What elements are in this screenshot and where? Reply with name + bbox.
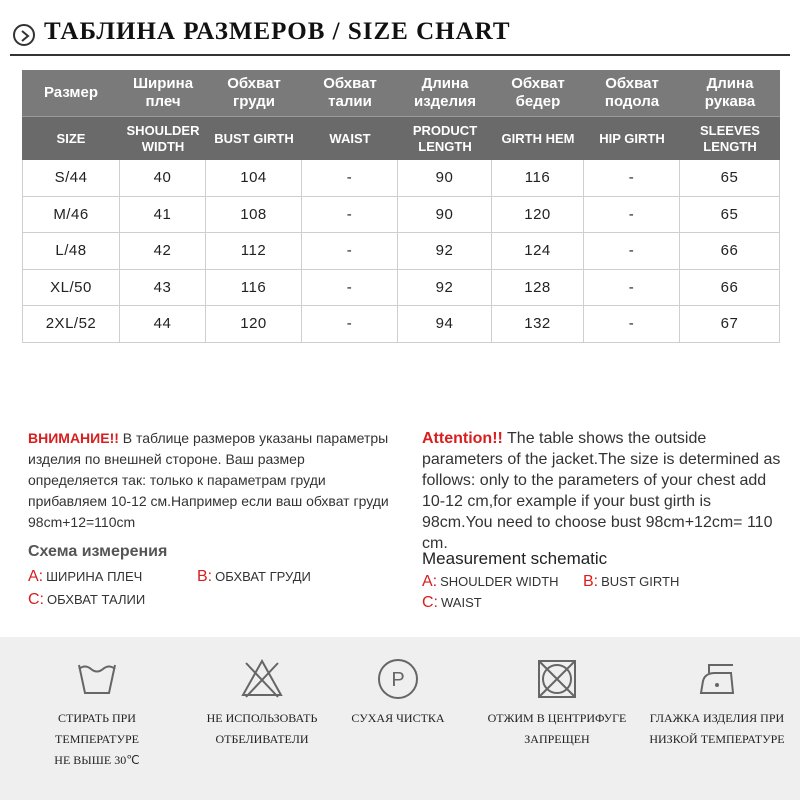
table-cell: - bbox=[302, 270, 398, 307]
table-cell: - bbox=[302, 160, 398, 197]
table-cell: 43 bbox=[120, 270, 206, 307]
table-cell: 65 bbox=[680, 160, 780, 197]
table-cell: 92 bbox=[398, 233, 492, 270]
col-header-bust-ru: Обхват груди bbox=[206, 70, 302, 116]
table-cell: S/44 bbox=[22, 160, 120, 197]
col-header-size-en: SIZE bbox=[22, 116, 120, 160]
care-label: ГЛАЖКА ИЗДЕЛИЯ ПРИ НИЗКОЙ ТЕМПЕРАТУРЕ bbox=[649, 711, 785, 746]
legend-letter: B: bbox=[197, 568, 213, 585]
legend-item-a-ru bbox=[28, 568, 142, 586]
page-title: ТАБЛИНА РАЗМЕРОВ / SIZE CHART bbox=[44, 18, 511, 45]
legend-item-b-en bbox=[583, 573, 679, 591]
legend-label: ШИРИНА ПЛЕЧ bbox=[46, 569, 143, 584]
table-cell: 112 bbox=[206, 233, 302, 270]
legend-letter: C: bbox=[28, 591, 44, 608]
legend-item-a-en bbox=[422, 573, 559, 591]
care-item-iron bbox=[637, 637, 797, 800]
legend-label: ОБХВАТ ТАЛИИ bbox=[47, 592, 146, 607]
care-label: ОТЖИМ В ЦЕНТРИФУГЕ ЗАПРЕЩЕН bbox=[487, 711, 627, 746]
col-header-shoulder-ru: Ширина плеч bbox=[120, 70, 206, 116]
svg-text:P: P bbox=[391, 669, 405, 691]
table-cell: - bbox=[302, 233, 398, 270]
table-cell: 108 bbox=[206, 197, 302, 234]
table-cell: 116 bbox=[206, 270, 302, 307]
legend-letter: B: bbox=[583, 573, 599, 590]
size-table bbox=[22, 70, 780, 343]
schema-title-en: Measurement schematic bbox=[422, 549, 608, 568]
table-cell: 120 bbox=[206, 306, 302, 343]
col-header-sleeve-ru: Длина рукава bbox=[680, 70, 780, 116]
legend-label: BUST GIRTH bbox=[601, 574, 680, 589]
schema-title-ru: Схема измерения bbox=[28, 543, 168, 560]
col-header-hem-en: GIRTH HEM bbox=[492, 116, 584, 160]
legend-item-c-ru bbox=[28, 591, 145, 609]
table-cell: 132 bbox=[492, 306, 584, 343]
table-cell: 90 bbox=[398, 160, 492, 197]
legend-letter: A: bbox=[28, 568, 44, 585]
legend-label: ОБХВАТ ГРУДИ bbox=[215, 569, 311, 584]
table-cell: 66 bbox=[680, 233, 780, 270]
header-row-en bbox=[22, 116, 780, 160]
legend-item-c-en bbox=[422, 594, 482, 612]
legend-item-b-ru bbox=[197, 568, 311, 586]
table-cell: - bbox=[584, 270, 680, 307]
care-item-dry-clean bbox=[318, 637, 478, 800]
table-row bbox=[22, 233, 780, 270]
table-cell: 124 bbox=[492, 233, 584, 270]
no-bleach-icon bbox=[240, 657, 284, 701]
table-cell: 42 bbox=[120, 233, 206, 270]
notice-ru bbox=[28, 428, 393, 533]
care-label: СУХАЯ ЧИСТКА bbox=[351, 711, 445, 725]
legend-label: WAIST bbox=[441, 595, 482, 610]
care-item-no-spin bbox=[477, 637, 637, 800]
table-cell: L/48 bbox=[22, 233, 120, 270]
table-cell: 44 bbox=[120, 306, 206, 343]
table-cell: XL/50 bbox=[22, 270, 120, 307]
care-label: СТИРАТЬ ПРИ ТЕМПЕРАТУРЕ НЕ ВЫШЕ 30℃ bbox=[54, 711, 140, 767]
no-tumble-dry-icon bbox=[535, 657, 579, 701]
care-label: НЕ ИСПОЛЬЗОВАТЬ ОТБЕЛИВАТЕЛИ bbox=[206, 711, 318, 746]
care-instructions bbox=[0, 637, 800, 800]
col-header-hip-ru: Обхват подола bbox=[584, 70, 680, 116]
col-header-length-en: PRODUCT LENGTH bbox=[398, 116, 492, 160]
col-header-bust-en: BUST GIRTH bbox=[206, 116, 302, 160]
table-cell: 92 bbox=[398, 270, 492, 307]
page-header bbox=[0, 0, 800, 62]
dry-clean-p-icon bbox=[376, 657, 420, 701]
table-row bbox=[22, 197, 780, 234]
table-cell: 2XL/52 bbox=[22, 306, 120, 343]
table-cell: 94 bbox=[398, 306, 492, 343]
table-row bbox=[22, 306, 780, 343]
col-header-size-ru: Размер bbox=[22, 70, 120, 116]
table-cell: 41 bbox=[120, 197, 206, 234]
col-header-waist-en: WAIST bbox=[302, 116, 398, 160]
table-cell: 66 bbox=[680, 270, 780, 307]
table-cell: 65 bbox=[680, 197, 780, 234]
wash-30-icon bbox=[75, 657, 119, 701]
table-cell: 90 bbox=[398, 197, 492, 234]
care-item-wash bbox=[17, 637, 177, 800]
table-cell: 104 bbox=[206, 160, 302, 197]
table-cell: 67 bbox=[680, 306, 780, 343]
table-row bbox=[22, 270, 780, 307]
table-cell: 40 bbox=[120, 160, 206, 197]
table-cell: - bbox=[584, 160, 680, 197]
col-header-sleeve-en: SLEEVES LENGTH bbox=[680, 116, 780, 160]
legend-letter: C: bbox=[422, 594, 438, 611]
notice-text-en: The table shows the outside parameters of the jacket.The size is determined as follows: only to the parameters of your chest add 10-12 cm,for example if your bust girth is 98cm.You need to choose bust 98cm+12cm= 110 cm. bbox=[422, 430, 781, 552]
iron-low-icon bbox=[695, 657, 739, 701]
col-header-waist-ru: Обхват талии bbox=[302, 70, 398, 116]
table-cell: - bbox=[302, 306, 398, 343]
table-cell: - bbox=[584, 306, 680, 343]
table-row bbox=[22, 160, 780, 197]
col-header-shoulder-en: SHOULDER WIDTH bbox=[120, 116, 206, 160]
legend-letter: A: bbox=[422, 573, 438, 590]
notice-text-ru: В таблице размеров указаны параметры изделия по внешней стороне. Ваш размер определяется так: только к параметрам груди прибавляем 10-12 см.Например если ваш обхват груди 98cm+12=110cm bbox=[28, 430, 389, 530]
attention-label-en: Attention!! bbox=[422, 430, 503, 447]
table-cell: M/46 bbox=[22, 197, 120, 234]
col-header-length-ru: Длина изделия bbox=[398, 70, 492, 116]
attention-label-ru: ВНИМАНИЕ!! bbox=[28, 430, 119, 446]
table-cell: - bbox=[584, 233, 680, 270]
table-cell: - bbox=[302, 197, 398, 234]
chevron-right-icon bbox=[13, 24, 35, 46]
header-row-ru bbox=[22, 70, 780, 116]
table-cell: 116 bbox=[492, 160, 584, 197]
table-cell: 120 bbox=[492, 197, 584, 234]
col-header-hip-en: HIP GIRTH bbox=[584, 116, 680, 160]
legend-label: SHOULDER WIDTH bbox=[440, 574, 559, 589]
table-cell: 128 bbox=[492, 270, 584, 307]
col-header-hem-ru: Обхват бедер bbox=[492, 70, 584, 116]
table-cell: - bbox=[584, 197, 680, 234]
header-divider bbox=[10, 54, 790, 56]
notice-en bbox=[422, 428, 782, 554]
